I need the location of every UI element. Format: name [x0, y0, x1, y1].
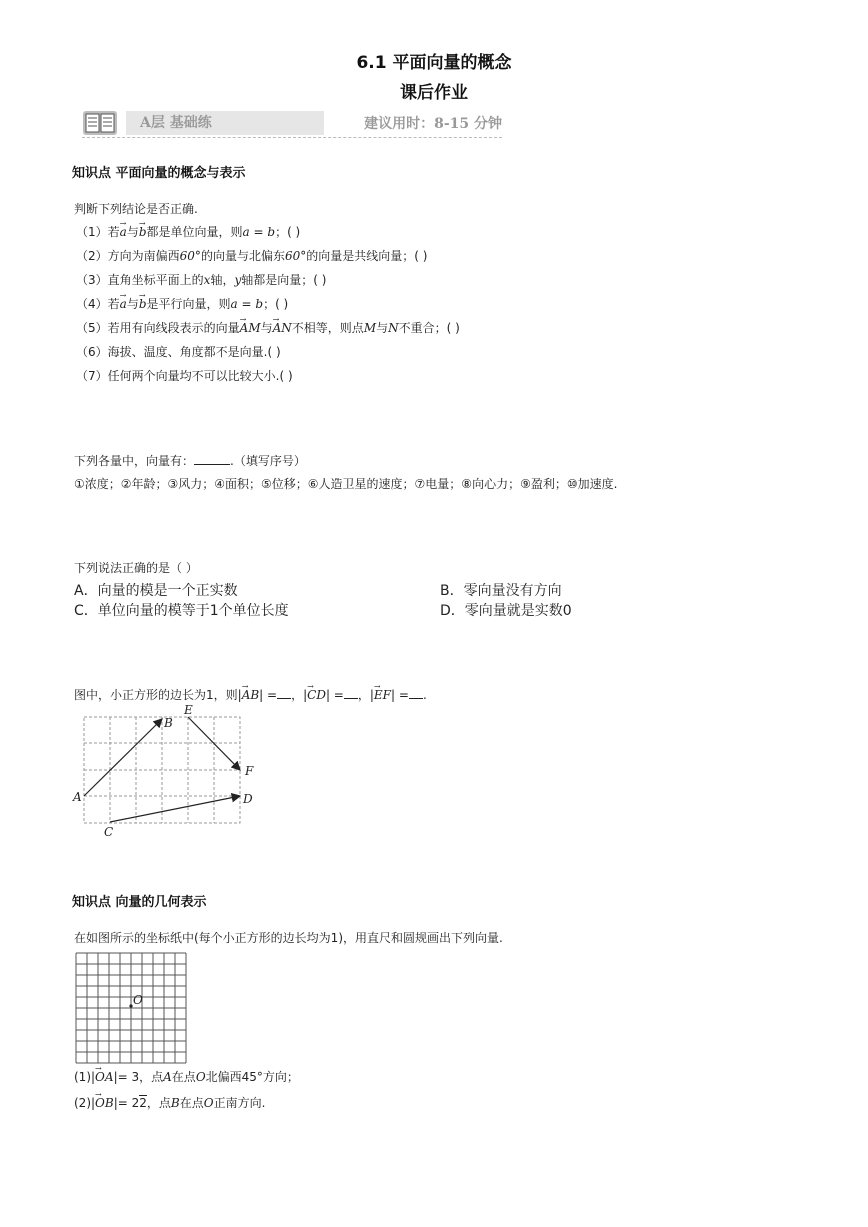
section-heading-geometry: 知识点 向量的几何表示: [72, 895, 207, 910]
origin-label: O: [133, 993, 143, 1007]
page-title: 6.1 平面向量的概念: [356, 53, 512, 73]
q1-item-7: （7）任何两个向量均不可以比较大小.( ): [76, 369, 293, 383]
q5-part-1: (1)|OA →|= 3，点A在点O北偏西45°方向；: [74, 1069, 299, 1085]
level-banner: [82, 108, 502, 138]
answer-blank-ab[interactable]: [277, 686, 291, 699]
q1-item-6: （6）海拔、温度、角度都不是向量.( ): [76, 345, 281, 359]
label-d: D: [243, 792, 253, 806]
label-f: F: [245, 764, 254, 778]
dashed-grid: [84, 717, 240, 823]
label-c: C: [104, 825, 114, 839]
q5-part-2: (2)|OB →|= 22，点B在点O正南方向.: [74, 1095, 265, 1111]
page-subtitle: 课后作业: [400, 83, 468, 103]
option-c[interactable]: C．单位向量的模等于1个单位长度: [74, 603, 289, 619]
q1-item-1: （1）若a →与b →都是单位向量，则a = b；( ): [76, 224, 300, 240]
answer-blank-ef[interactable]: [409, 686, 423, 699]
q5-stem: 在如图所示的坐标纸中(每个小正方形的边长均为1)，用直尺和圆规画出下列向量.: [74, 931, 503, 945]
option-d[interactable]: D．零向量就是实数0: [440, 603, 572, 619]
label-a: A: [73, 790, 82, 804]
coordinate-paper: [74, 951, 190, 1067]
option-b[interactable]: B．零向量没有方向: [440, 583, 562, 599]
q1-item-3: （3）直角坐标平面上的x轴，y轴都是向量；( ): [76, 273, 327, 287]
q1-item-5: （5）若用有向线段表示的向量AM →与AN →不相等，则点M与N不重合；( ): [76, 320, 460, 336]
q4-stem: 图中，小正方形的边长为1，则|AB →| = ，|CD →| = ，|EF →| = .: [74, 686, 427, 703]
q2-stem: 下列各量中，向量有： .（填写序号）: [74, 454, 306, 468]
q1-item-2: （2）方向为南偏西60°的向量与北偏东60°的向量是共线向量；( ): [76, 249, 428, 263]
vector-ab: [84, 719, 162, 796]
q2-list: ①浓度；②年龄；③风力；④面积；⑤位移；⑥人造卫星的速度；⑦电量；⑧向心力；⑨盈利；⑩加速度.: [74, 477, 618, 491]
q1-item-4: （4）若a →与b →是平行向量，则a = b；( ): [76, 296, 288, 312]
suggested-time: 建议用时：8-15 分钟: [364, 116, 502, 132]
q1-stem: 判断下列结论是否正确.: [74, 202, 198, 216]
option-a[interactable]: A．向量的模是一个正实数: [74, 583, 238, 599]
coordinate-grid: [76, 953, 186, 1063]
book-icon: [82, 110, 118, 136]
answer-blank-cd[interactable]: [344, 686, 358, 699]
vector-cd: [110, 796, 240, 822]
answer-blank[interactable]: [194, 452, 230, 465]
section-heading-concepts: 知识点 平面向量的概念与表示: [72, 166, 246, 181]
label-e: E: [184, 703, 193, 717]
level-tag: A层 基础练: [126, 111, 324, 135]
q3-stem: 下列说法正确的是（ ）: [74, 561, 198, 575]
sqrt-radicand: 2: [139, 1096, 147, 1110]
vector-grid-figure: [70, 700, 270, 845]
label-b: B: [164, 716, 173, 730]
banner-divider: [82, 137, 502, 138]
